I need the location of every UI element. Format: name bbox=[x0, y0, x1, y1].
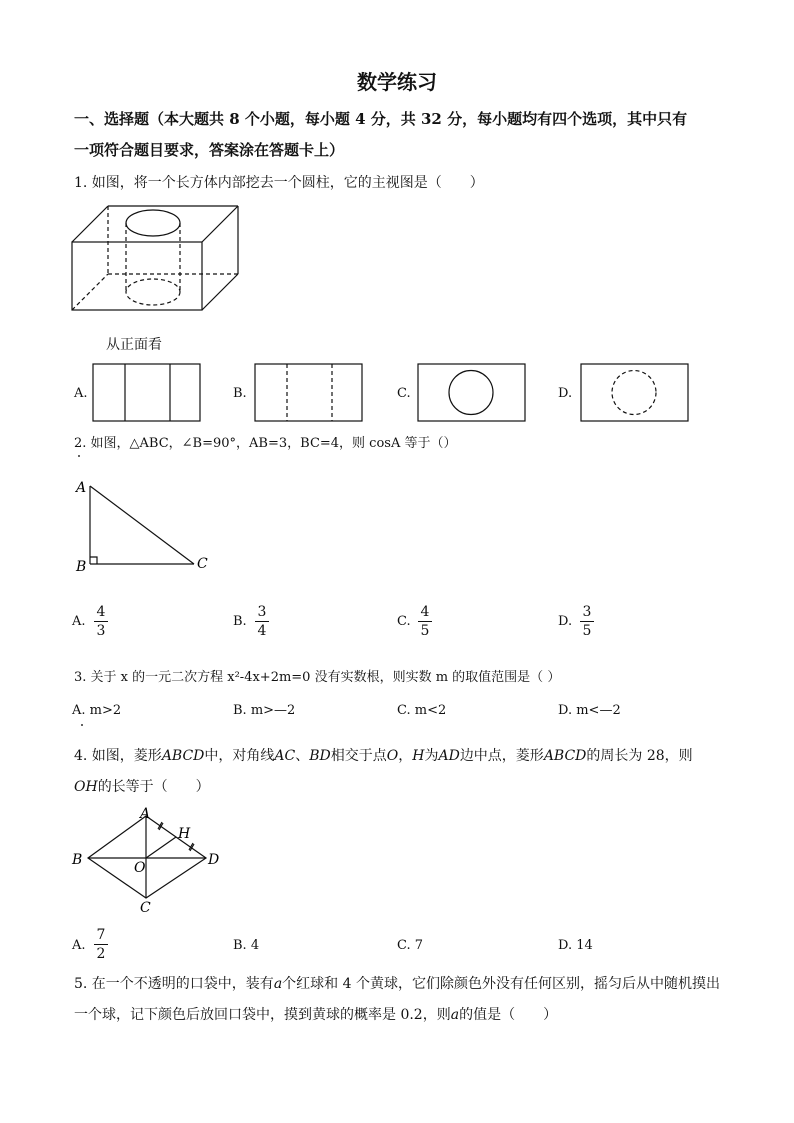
q1-option-a-letter: A. bbox=[74, 386, 88, 401]
q3-stem: 3. 关于 x 的一元二次方程 x²-4x+2m=0 没有实数根，则实数 m 的取值范围是（ ） bbox=[74, 670, 561, 685]
q2-label-a: A bbox=[76, 480, 87, 496]
q4-stem-part: 为 bbox=[424, 748, 439, 764]
q3-option-a: A. m>2 bbox=[72, 703, 122, 718]
q4-option-c: C. 7 bbox=[397, 938, 424, 953]
q1-option-c-figure bbox=[417, 363, 527, 423]
q1-cuboid-figure bbox=[70, 202, 242, 314]
q4-rhombus-figure bbox=[70, 804, 230, 916]
q4-label-a: A bbox=[140, 806, 151, 822]
q2-label-c: C bbox=[197, 556, 208, 572]
q5-stem-part: 的值是（ ） bbox=[459, 1007, 558, 1023]
q4-diagonal-ac: AC bbox=[274, 748, 296, 764]
q4-option-a-letter: A. bbox=[72, 938, 86, 953]
numerator: 7 bbox=[96, 927, 106, 943]
q4-label-c: C bbox=[140, 900, 151, 916]
q4-stem-part: 的周长为 28，则 bbox=[586, 748, 693, 764]
q1-option-b-figure bbox=[254, 363, 364, 423]
q4-label-h: H bbox=[178, 826, 191, 842]
denominator: 3 bbox=[96, 623, 106, 639]
q2-label-b: B bbox=[76, 559, 87, 575]
q2-option-c-letter: C. bbox=[397, 614, 411, 629]
q2-option-b-letter: B. bbox=[233, 614, 247, 629]
denominator: 5 bbox=[420, 623, 430, 639]
q2-stem: 2. 如图，△ABC，∠B=90°，AB=3，BC=4，则 cosA 等于（） bbox=[74, 436, 457, 451]
q4-stem-line1 bbox=[74, 745, 693, 765]
denominator: 5 bbox=[582, 623, 592, 639]
q5-variable-a: a bbox=[450, 1007, 460, 1023]
q4-side-ad: AD bbox=[438, 748, 460, 764]
q1-stem: 1. 如图，将一个长方体内部挖去一个圆柱，它的主视图是（ ） bbox=[74, 175, 484, 191]
q2-option-a-letter: A. bbox=[72, 614, 86, 629]
q4-segment-oh: OH bbox=[74, 779, 98, 795]
q2-option-d-letter: D. bbox=[558, 614, 573, 629]
leader-dot bbox=[81, 724, 83, 726]
q1-front-view-label: 从正面看 bbox=[106, 337, 162, 353]
q3-option-b: B. m>—2 bbox=[233, 703, 296, 718]
q2-triangle-figure bbox=[72, 476, 222, 576]
q5-variable-a: a bbox=[273, 976, 283, 992]
q4-stem-part: 中，对角线 bbox=[204, 748, 275, 764]
q4-diagonal-bd: BD bbox=[309, 748, 331, 764]
q1-option-d-letter: D. bbox=[558, 386, 573, 401]
q4-stem-line2 bbox=[74, 776, 210, 796]
numerator: 3 bbox=[257, 604, 267, 620]
q2-option-b-fraction bbox=[254, 603, 270, 640]
q2-option-d-fraction bbox=[579, 603, 595, 640]
q4-option-a-fraction bbox=[93, 926, 109, 963]
q4-label-o: O bbox=[134, 860, 146, 876]
q4-rhombus-name: ABCD bbox=[161, 748, 205, 764]
numerator: 4 bbox=[420, 604, 430, 620]
leader-dot bbox=[78, 455, 80, 457]
q4-stem-part: 4. 如图，菱形 bbox=[74, 748, 162, 764]
q4-label-d: D bbox=[208, 852, 220, 868]
denominator: 4 bbox=[257, 623, 267, 639]
q4-stem-part: ， bbox=[398, 748, 413, 764]
q4-option-b: B. 4 bbox=[233, 938, 260, 953]
denominator: 2 bbox=[96, 946, 106, 962]
q3-option-d: D. m<—2 bbox=[558, 703, 621, 718]
q4-option-d: D. 14 bbox=[558, 938, 593, 953]
q3-option-c: C. m<2 bbox=[397, 703, 447, 718]
section-heading-line1: 一、选择题（本大题共 8 个小题，每小题 4 分，共 32 分，每小题均有四个选项，其中只有 bbox=[74, 110, 688, 128]
q5-stem-part: 一个球，记下颜色后放回口袋中，摸到黄球的概率是 0.2，则 bbox=[74, 1007, 451, 1023]
q4-point-o: O bbox=[386, 748, 399, 764]
q1-option-d-figure bbox=[580, 363, 690, 423]
section-heading-line2: 一项符合题目要求，答案涂在答题卡上） bbox=[74, 141, 345, 159]
q1-option-a-figure bbox=[92, 363, 202, 423]
q2-option-c-fraction bbox=[417, 603, 433, 640]
q4-stem-part: 的长等于（ ） bbox=[97, 779, 210, 795]
q1-option-b-letter: B. bbox=[233, 386, 247, 401]
q2-option-a-fraction bbox=[93, 603, 109, 640]
q5-stem-line1 bbox=[74, 973, 720, 993]
q4-point-h: H bbox=[412, 748, 425, 764]
page-title: 数学练习 bbox=[357, 70, 437, 94]
q5-stem-part: 5. 在一个不透明的口袋中，装有 bbox=[74, 976, 274, 992]
q4-stem-part: 相交于点 bbox=[330, 748, 387, 764]
q4-rhombus-name: ABCD bbox=[543, 748, 587, 764]
q1-option-c-letter: C. bbox=[397, 386, 411, 401]
numerator: 3 bbox=[582, 604, 592, 620]
q4-label-b: B bbox=[72, 852, 83, 868]
q5-stem-line2 bbox=[74, 1004, 557, 1024]
q5-stem-part: 个红球和 4 个黄球，它们除颜色外没有任何区别，摇匀后从中随机摸出 bbox=[282, 976, 720, 992]
q4-stem-part: 边中点，菱形 bbox=[459, 748, 544, 764]
numerator: 4 bbox=[96, 604, 106, 620]
q4-stem-part: 、 bbox=[295, 748, 310, 764]
